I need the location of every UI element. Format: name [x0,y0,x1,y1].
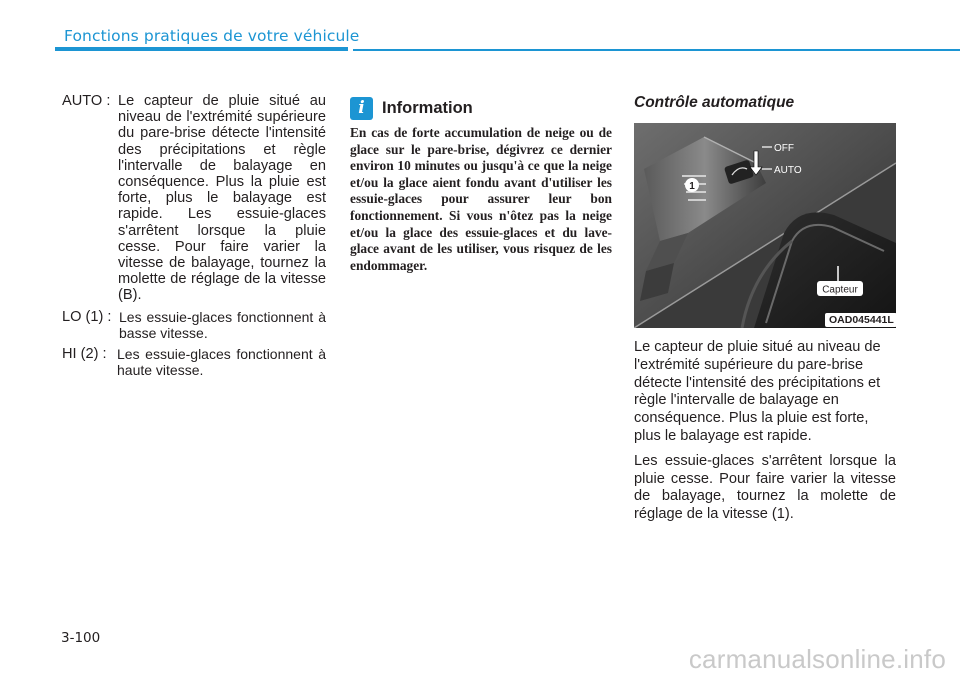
figure-code: OAD045441L [825,313,897,327]
auto-control-section [634,93,896,112]
header-rule-left [55,47,348,51]
watermark: carmanualsonline.info [688,644,946,674]
information-body: En cas de forte accumulation de neige ou de glace sur le pare-brise, dégivrez ce dernier environ 10 minutes ou jusqu'à ce que la neige et/ou la glace aient fondu avant d'utiliser les essuie-glaces pour assurer leur bon fonctionnement. Si vous n'ôtez pas la neige et/ou la glace des essuie-glaces et du lave-glace avant de les utiliser, vous risquez de les endommager. [350,125,612,273]
definition-lo [62,309,326,341]
definition-term: LO (1) : [62,308,112,325]
definition-term: HI (2) : [62,346,107,363]
mode-definitions [62,93,326,383]
definition-text: Le capteur de pluie situé au niveau de l'extrémité supérieure du pare-brise détecte l'intensité des précipitations et règle l'intervalle de balayage en conséquence. Plus la pluie est forte, plus le balayage est rapide. Les essuie-glaces s'arrêtent lorsque la pluie cesse. Pour faire varier la vitesse de balayage, tournez la molette de réglage de la vitesse (B). [118,93,326,304]
definition-term: AUTO : [62,93,111,109]
definition-text: Les essuie-glaces fonctionnent à haute vitesse. [117,346,326,379]
definition-text: Les essuie-glaces fonctionnent à basse vitesse. [119,308,326,341]
off-label: OFF [774,143,794,154]
section-title: Fonctions pratiques de votre véhicule [64,27,360,45]
information-title: Information [382,98,473,117]
information-header [350,96,612,120]
definition-hi [62,346,326,378]
auto-control-title: Contrôle automatique [634,94,795,111]
information-box [350,96,612,274]
header-rule-right [353,49,960,51]
definition-auto [62,93,326,304]
auto-control-paragraph: Les essuie-glaces s'arrêtent lorsque la pluie cesse. Pour faire varier la vitesse de balayage, tournez la molette de réglage de la vitesse (1). [634,452,896,523]
auto-control-text [634,339,896,531]
auto-label: AUTO [774,165,802,176]
stalk-marker-label: 1 [689,181,695,192]
sensor-label: Capteur [822,284,858,296]
wiper-stalk-figure [634,123,896,328]
page-number: 3-100 [61,630,101,646]
auto-control-paragraph: Le capteur de pluie situé au niveau de l'extrémité supérieure du pare-brise détecte l'intensité des précipitations et règle l'intervalle de balayage en conséquence. Plus la pluie est forte, plus le balayage est rapide. [634,339,881,444]
info-icon: i [350,97,373,120]
wiper-stalk-illustration [634,123,896,328]
